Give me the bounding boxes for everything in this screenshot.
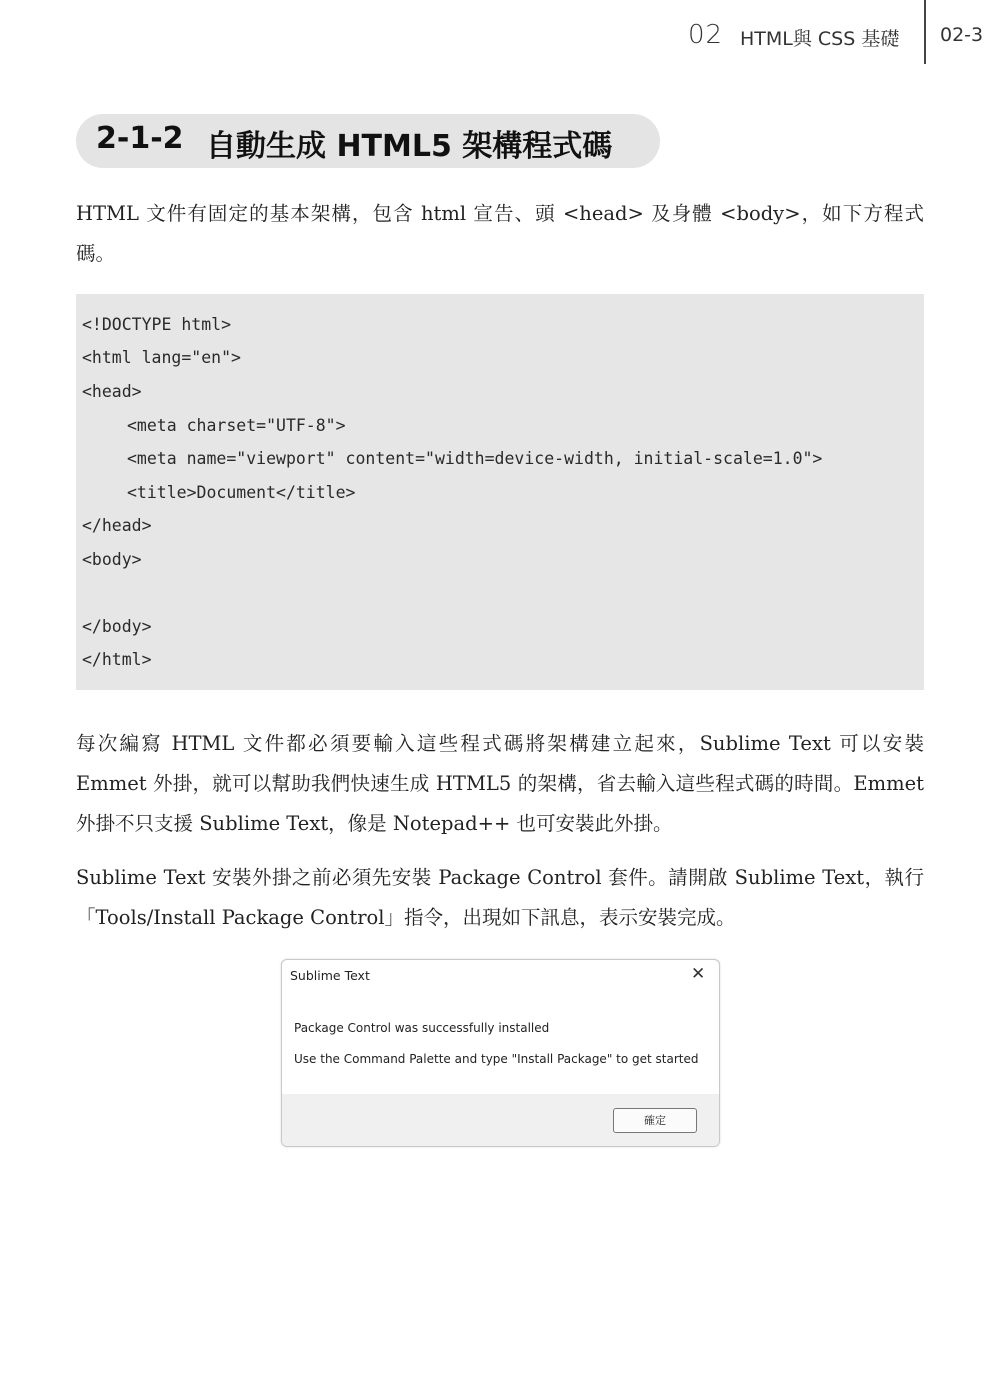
code-line: </html>: [82, 650, 152, 669]
code-line: <!DOCTYPE html>: [82, 315, 232, 334]
intro-paragraph: HTML 文件有固定的基本架構，包含 html 宣告、頭 <head> 及身體 <body>，如下方程式碼。: [76, 202, 924, 265]
emmet-paragraph: 每次編寫 HTML 文件都必須要輸入這些程式碼將架構建立起來，Sublime Text 可以安裝 Emmet 外掛，就可以幫助我們快速生成 HTML5 的架構，省去輸入這些程式碼的時間。Emmet 外掛不只支援 Sublime Text，像是 Notepad++ 也可安裝此外掛。: [76, 732, 924, 835]
package-control-paragraph: Sublime Text 安裝外掛之前必須先安裝 Package Control 套件。請開啟 Sublime Text，執行「Tools/Install Package Control」指令，出現如下訊息，表示安裝完成。: [76, 866, 924, 929]
close-icon[interactable]: ✕: [691, 964, 706, 984]
chapter-number: 02: [688, 20, 724, 50]
code-line: <meta name="viewport" content="width=device-width, initial-scale=1.0">: [127, 449, 823, 468]
sublime-text-dialog: [281, 959, 720, 1147]
ok-button[interactable]: 確定: [613, 1108, 697, 1133]
code-line: </head>: [82, 516, 152, 535]
code-line: </body>: [82, 617, 152, 636]
header-divider: [924, 0, 926, 64]
code-line: <head>: [82, 382, 142, 401]
dialog-title: Sublime Text: [290, 968, 370, 983]
code-line: <html lang="en">: [82, 348, 241, 367]
section-number: 2-1-2: [96, 121, 184, 156]
section-title: 自動生成 HTML5 架構程式碼: [206, 129, 613, 164]
dialog-message-instructions: Use the Command Palette and type "Install Package" to get started: [294, 1052, 699, 1066]
page-number: 02-3: [940, 24, 984, 46]
code-line: <body>: [82, 550, 142, 569]
code-line: <meta charset="UTF-8">: [127, 416, 346, 435]
code-line: <title>Document</title>: [127, 483, 356, 502]
chapter-title: HTML與 CSS 基礎: [740, 28, 900, 50]
dialog-message-installed: Package Control was successfully installed: [294, 1021, 550, 1035]
